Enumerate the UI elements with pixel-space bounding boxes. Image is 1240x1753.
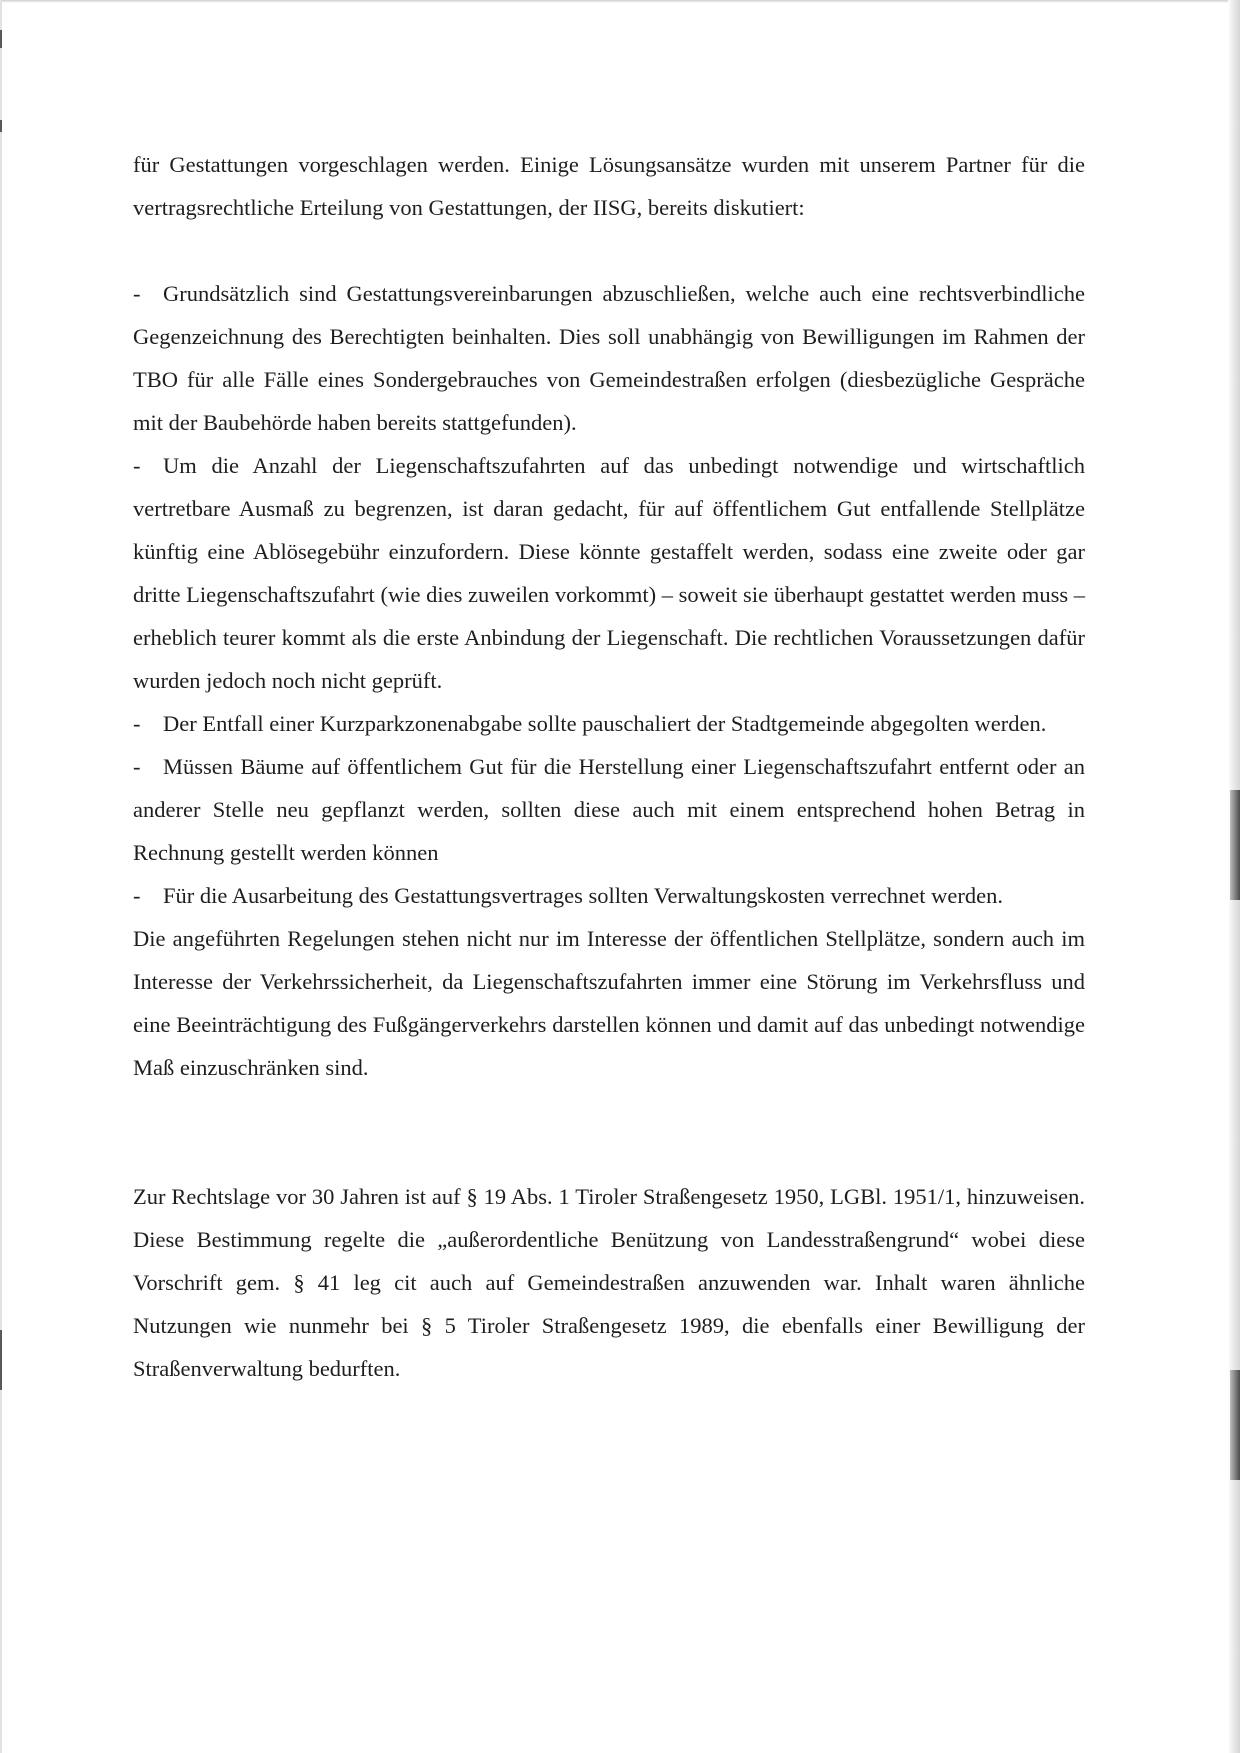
scan-mark xyxy=(0,1330,2,1390)
bullet-item xyxy=(133,444,1085,702)
spacer xyxy=(133,229,1085,272)
bullet-marker: - xyxy=(133,711,141,736)
bullet-item xyxy=(133,702,1085,745)
bullet-text: Für die Ausarbeitung des Gestattungsvertrages sollten Verwaltungskosten verrechnet werden. xyxy=(163,883,1003,908)
scan-edge-right xyxy=(1228,0,1240,1753)
scan-edge-left xyxy=(0,0,2,1753)
bullet-marker: - xyxy=(133,883,141,908)
bullet-item xyxy=(133,272,1085,444)
document-body xyxy=(133,143,1085,1390)
spacer xyxy=(133,1089,1085,1175)
intro-paragraph: für Gestattungen vorgeschlagen werden. Einige Lösungsansätze wurden mit unserem Partner für die vertragsrechtliche Erteilung von Gestattungen, der IISG, bereits diskutiert: xyxy=(133,152,1085,220)
bullet-item xyxy=(133,745,1085,874)
scan-shadow xyxy=(1230,790,1240,900)
scan-edge-top xyxy=(0,0,1240,3)
bullet-text: Grundsätzlich sind Gestattungsvereinbarungen abzuschließen, welche auch eine rechtsverbindliche Gegenzeichnung des Berechtigten beinhalten. Dies soll unabhängig von Bewilligungen im Rahmen der TBO für alle Fälle eines Sondergebrauches von Gemeindestraßen erfolgen (diesbezügliche Gespräche mit der Baubehörde haben bereits stattgefunden). xyxy=(133,281,1085,435)
scan-shadow xyxy=(1230,1370,1240,1480)
bullet-text: Müssen Bäume auf öffentlichem Gut für die Herstellung einer Liegenschaftszufahrt entfernt oder an anderer Stelle neu gepflanzt werden, sollten diese auch mit einem entsprechend hohen Betrag in Rechnung gestellt werden können xyxy=(133,754,1085,865)
bullet-marker: - xyxy=(133,453,141,478)
bullet-item xyxy=(133,874,1085,917)
bullet-text: Der Entfall einer Kurzparkzonenabgabe sollte pauschaliert der Stadtgemeinde abgegolten werden. xyxy=(163,711,1047,736)
scan-mark xyxy=(0,120,2,132)
summary-paragraph: Die angeführten Regelungen stehen nicht nur im Interesse der öffentlichen Stellplätze, sondern auch im Interesse der Verkehrssicherheit, da Liegenschaftszufahrten immer eine Störung im Verkehrsfluss und eine Beeinträchtigung des Fußgängerverkehrs darstellen können und damit auf das unbedingt notwendige Maß einzuschränken sind. xyxy=(133,926,1085,1080)
bullet-marker: - xyxy=(133,754,141,779)
legal-paragraph: Zur Rechtslage vor 30 Jahren ist auf § 19 Abs. 1 Tiroler Straßengesetz 1950, LGBl. 1951/1, hinzuweisen. Diese Bestimmung regelte die „außerordentliche Benützung von Landesstraßengrund“ wobei diese Vorschrift gem. § 41 leg cit auch auf Gemeindestraßen anzuwenden war. Inhalt waren ähnliche Nutzungen wie nunmehr bei § 5 Tiroler Straßengesetz 1989, die ebenfalls einer Bewilligung der Straßenverwaltung bedurften. xyxy=(133,1184,1085,1381)
scan-mark xyxy=(0,30,2,48)
bullet-marker: - xyxy=(133,281,141,306)
bullet-text: Um die Anzahl der Liegenschaftszufahrten auf das unbedingt notwendige und wirtschaftlich vertretbare Ausmaß zu begrenzen, ist daran gedacht, für auf öffentlichem Gut entfallende Stellplätze künftig eine Ablösegebühr einzufordern. Diese könnte gestaffelt werden, sodass eine zweite oder gar dritte Liegenschaftszufahrt (wie dies zuweilen vorkommt) – soweit sie überhaupt gestattet werden muss – erheblich teurer kommt als die erste Anbindung der Liegenschaft. Die rechtlichen Voraussetzungen dafür wurden jedoch noch nicht geprüft. xyxy=(133,453,1085,693)
